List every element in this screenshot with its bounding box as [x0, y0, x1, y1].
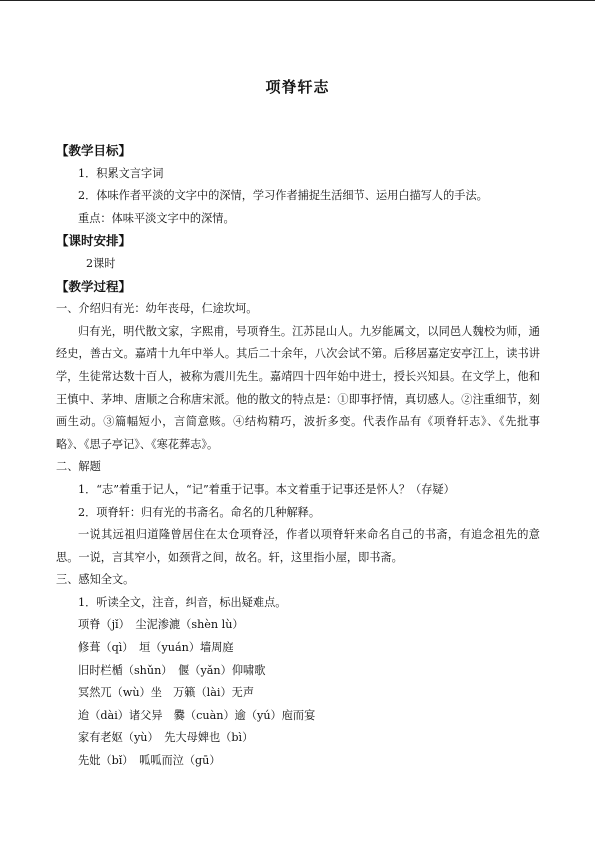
- intro-heading: 一、介绍归有光：幼年丧母，仁途坎坷。: [56, 302, 258, 316]
- goal-key-point: 重点：体味平淡文字中的深情。: [78, 211, 235, 225]
- vocab-row: 迨（dài）诸父异 爨（cuàn）逾（yú）庖而宴: [78, 708, 316, 722]
- title-explain-item-1: 1．“志”着重于记人，“记”着重于记事。本文着重于记事还是怀人？（存疑）: [78, 482, 455, 496]
- document-body: [56, 140, 540, 773]
- vocab-row: 先妣（bǐ） 呱呱而泣（gū）: [78, 754, 221, 768]
- schedule-text: 2课时: [86, 256, 116, 270]
- vocab-row: 修葺（qì） 垣（yuán）墙周庭: [78, 641, 234, 655]
- perceive-instruction: 1．听读全文，注音，纠音，标出疑难点。: [78, 595, 287, 609]
- title-explain-heading: 二、解题: [56, 460, 101, 474]
- section-heading-schedule: 【课时安排】: [56, 233, 132, 249]
- author-intro-paragraph: 归有光，明代散文家，字熙甫，号项脊生。江苏昆山人。九岁能属文，以同邑人魏校为师，通经史，善古文。嘉靖十九年中举人。其后二十余年，八次会试不第。后移居嘉定安亭江上，读书讲学，生徒常达数十百人，被称为震川先生。嘉靖四十四年始中进士，授长兴知县。在文学上，他和王慎中、茅坤、唐顺之合称唐宋派。他的散文的特点是：①即事抒情，真切感人。②注重细节，刻画生动。③篇幅短小，言简意赅。④结构精巧，波折多变。代表作品有《项脊轩志》、《先批事略》、《思子亭记》、《寒花葬志》。: [56, 324, 540, 451]
- section-heading-goals: 【教学目标】: [56, 143, 132, 158]
- goal-item-2: 2．体味作者平淡的文字中的深情，学习作者捕捉生活细节、运用白描写人的手法。: [78, 189, 488, 203]
- vocab-row: 项脊（jǐ） 尘泥渗漉（shèn lù）: [78, 618, 244, 632]
- naming-explanation-paragraph: 一说其远祖归道隆曾居住在太仓项脊泾，作者以项脊轩来命名自己的书斋，有追念祖先的意思。一说，言其窄小，如颈背之间，故名。轩，这里指小屋，即书斋。: [56, 528, 540, 564]
- top-border-line: [0, 0, 595, 1]
- goal-item-1: 1．积累文言字词: [78, 166, 164, 180]
- vocab-row: 旧时栏楯（shǔn） 偃（yǎn）仰啸歌: [78, 663, 266, 677]
- page-title: 项脊轩志: [265, 78, 330, 96]
- section-heading-process: 【教学过程】: [56, 278, 132, 294]
- perceive-heading: 三、感知全文。: [56, 573, 135, 587]
- vocab-row: 冥然兀（wù）坐 万籁（lài）无声: [78, 686, 255, 700]
- vocab-row: 家有老妪（yù） 先大母婢也（bì）: [78, 731, 254, 745]
- title-explain-item-2: 2．项脊轩：归有光的书斋名。命名的几种解释。: [78, 505, 321, 519]
